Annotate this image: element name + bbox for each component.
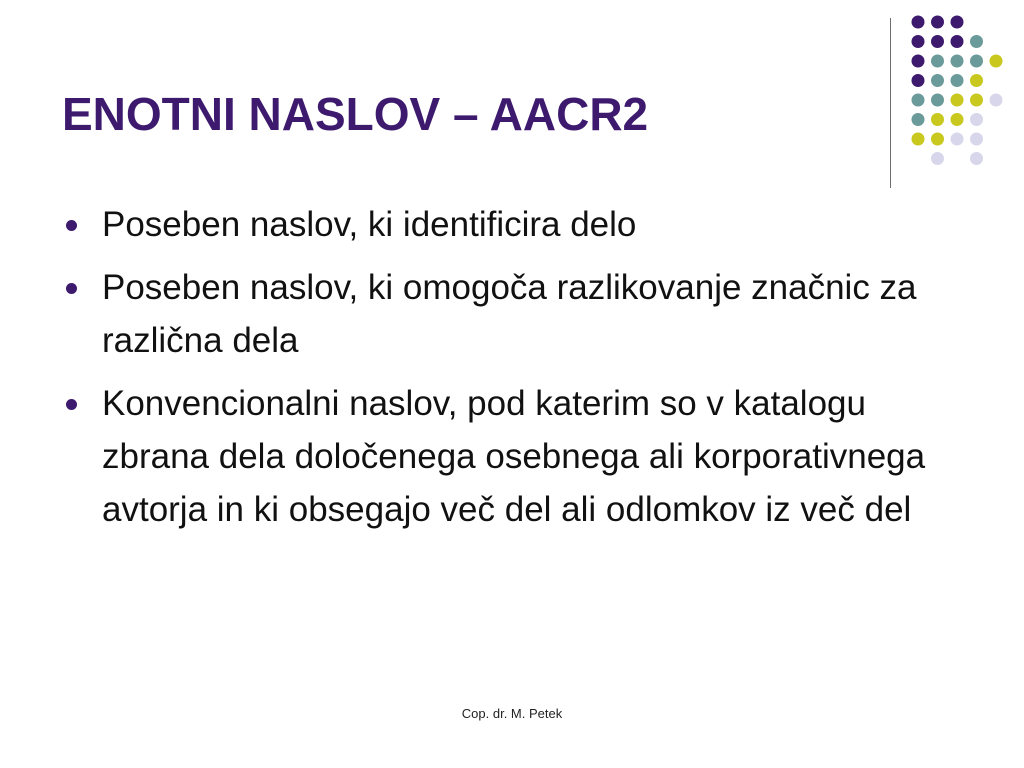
decorative-dot <box>990 55 1003 68</box>
decorative-dot <box>951 74 964 87</box>
decorative-dot <box>931 16 944 29</box>
decorative-dot <box>970 152 983 165</box>
bullet-item <box>62 377 942 536</box>
decorative-dot <box>970 35 983 48</box>
slide-title: ENOTNI NASLOV – AACR2 <box>62 88 649 140</box>
decorative-dot <box>931 133 944 146</box>
bullet-text: Poseben naslov, ki omogoča razlikovanje značnic za različna dela <box>102 268 917 360</box>
decorative-dot <box>951 94 964 107</box>
decorative-dot <box>931 94 944 107</box>
decorative-dot <box>990 94 1003 107</box>
decorative-dot <box>970 113 983 126</box>
decorative-dot <box>912 16 925 29</box>
decorative-dot <box>951 55 964 68</box>
bullet-dot-icon <box>66 283 77 294</box>
decorative-dot <box>931 35 944 48</box>
decorative-dot <box>931 152 944 165</box>
decorative-dot <box>951 133 964 146</box>
bullet-list <box>62 198 942 546</box>
bullet-dot-icon <box>66 220 77 231</box>
decorative-dot <box>970 133 983 146</box>
decorative-dot <box>970 94 983 107</box>
bullet-item <box>62 198 942 251</box>
decorative-dot <box>912 55 925 68</box>
decorative-dot <box>951 113 964 126</box>
decorative-dot <box>912 74 925 87</box>
decorative-dot <box>912 133 925 146</box>
decorative-dot <box>970 55 983 68</box>
bullet-text: Konvencionalni naslov, pod katerim so v katalogu zbrana dela določenega osebnega ali korporativnega avtorja in ki obsegajo več del ali odlomkov iz več del <box>102 384 926 529</box>
decorative-dot <box>951 35 964 48</box>
title-divider-line <box>890 18 891 188</box>
decorative-dot <box>931 74 944 87</box>
decorative-dot <box>912 94 925 107</box>
decorative-dot <box>931 113 944 126</box>
decorative-dot <box>931 55 944 68</box>
bullet-dot-icon <box>66 399 77 410</box>
decorative-dot <box>912 35 925 48</box>
slide-footer: Cop. dr. M. Petek <box>461 706 563 721</box>
bullet-item <box>62 261 942 367</box>
decorative-dot <box>912 113 925 126</box>
decorative-dot <box>951 16 964 29</box>
decorative-dot <box>970 74 983 87</box>
bullet-text: Poseben naslov, ki identificira delo <box>102 205 637 244</box>
